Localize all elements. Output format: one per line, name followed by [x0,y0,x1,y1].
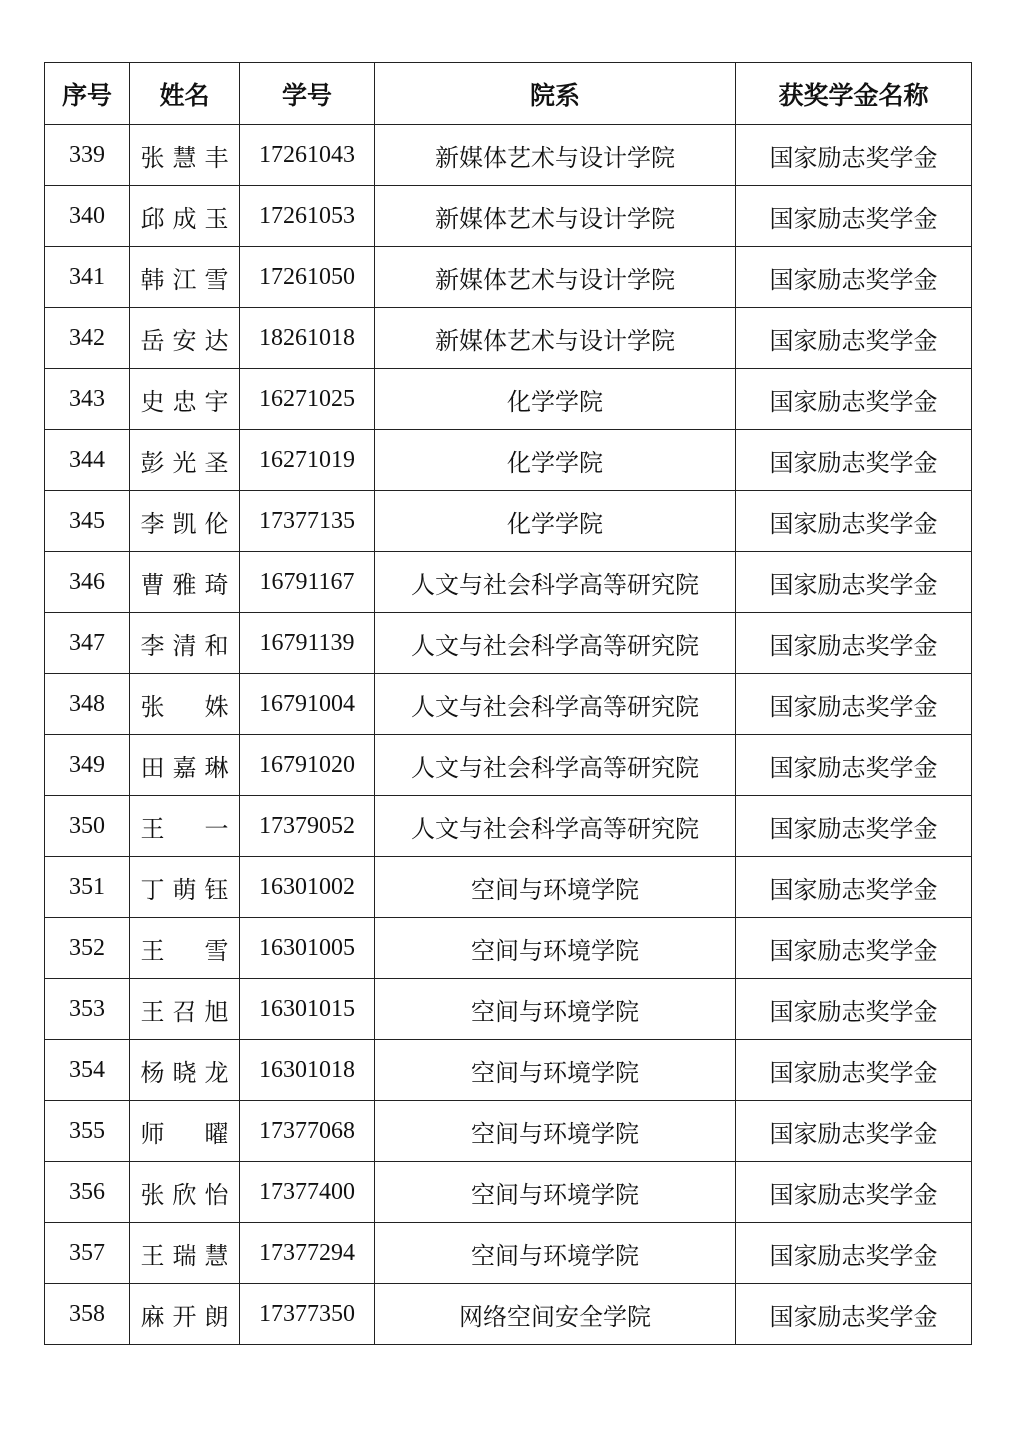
cell-award-name: 国家励志奖学金 [736,430,972,491]
table-row [45,552,972,613]
name-char: 张 [140,692,165,721]
name-char: 王 [140,997,165,1026]
name-char: 丰 [204,143,229,172]
cell-student-id: 17377135 [240,491,375,552]
name-char: 王 [140,814,165,843]
cell-name [130,491,240,552]
name-char: 玉 [204,204,229,233]
name-text [141,809,229,844]
cell-name [130,430,240,491]
name-char: 张 [140,1180,165,1209]
name-text [141,199,229,234]
name-text [141,321,229,356]
cell-serial: 341 [45,247,130,308]
name-char: 彭 [140,448,165,477]
table-row [45,186,972,247]
name-char: 张 [140,143,165,172]
cell-serial: 342 [45,308,130,369]
header-name: 姓名 [130,63,240,125]
cell-serial: 352 [45,918,130,979]
name-char: 慧 [172,143,197,172]
cell-student-id: 17377350 [240,1284,375,1345]
cell-serial: 339 [45,125,130,186]
cell-student-id: 16271019 [240,430,375,491]
cell-name [130,552,240,613]
cell-award-name: 国家励志奖学金 [736,613,972,674]
header-award-name: 获奖学金名称 [736,63,972,125]
cell-award-name: 国家励志奖学金 [736,1223,972,1284]
cell-department: 新媒体艺术与设计学院 [375,308,736,369]
cell-name [130,857,240,918]
cell-student-id: 17261050 [240,247,375,308]
cell-department: 人文与社会科学高等研究院 [375,552,736,613]
cell-award-name: 国家励志奖学金 [736,1101,972,1162]
cell-award-name: 国家励志奖学金 [736,735,972,796]
name-char: 李 [140,631,165,660]
name-text [141,1053,229,1088]
table-row [45,857,972,918]
scholarship-table-page [44,62,971,1345]
name-text [141,443,229,478]
cell-student-id: 16301002 [240,857,375,918]
cell-student-id: 16271025 [240,369,375,430]
cell-student-id: 16301005 [240,918,375,979]
name-char: 怡 [204,1180,229,1209]
cell-department: 人文与社会科学高等研究院 [375,674,736,735]
name-char: 丁 [140,875,165,904]
cell-award-name: 国家励志奖学金 [736,1040,972,1101]
cell-department: 人文与社会科学高等研究院 [375,613,736,674]
name-char: 朗 [204,1302,229,1331]
cell-award-name: 国家励志奖学金 [736,857,972,918]
cell-serial: 343 [45,369,130,430]
table-row [45,1101,972,1162]
cell-student-id: 17377400 [240,1162,375,1223]
header-student-id: 学号 [240,63,375,125]
name-char: 和 [204,631,229,660]
name-char: 麻 [140,1302,165,1331]
table-row [45,1040,972,1101]
cell-serial: 340 [45,186,130,247]
scholarship-table [44,62,972,1345]
header-department: 院系 [375,63,736,125]
name-char: 旭 [204,997,229,1026]
cell-student-id: 16301018 [240,1040,375,1101]
table-row [45,491,972,552]
cell-student-id: 17261053 [240,186,375,247]
name-char: 萌 [172,875,197,904]
name-char: 史 [140,387,165,416]
cell-student-id: 16791020 [240,735,375,796]
cell-department: 空间与环境学院 [375,1223,736,1284]
cell-department: 空间与环境学院 [375,1162,736,1223]
cell-name [130,1223,240,1284]
name-char: 师 [140,1119,165,1148]
cell-department: 人文与社会科学高等研究院 [375,735,736,796]
cell-award-name: 国家励志奖学金 [736,186,972,247]
name-text [141,1114,229,1149]
name-char: 瑞 [172,1241,197,1270]
name-char: 岳 [140,326,165,355]
cell-name [130,735,240,796]
name-text [141,626,229,661]
cell-department: 空间与环境学院 [375,979,736,1040]
cell-name [130,674,240,735]
cell-serial: 355 [45,1101,130,1162]
name-char: 圣 [204,448,229,477]
cell-award-name: 国家励志奖学金 [736,125,972,186]
cell-name [130,1101,240,1162]
name-char: 杨 [140,1058,165,1087]
cell-department: 空间与环境学院 [375,1040,736,1101]
cell-serial: 348 [45,674,130,735]
cell-award-name: 国家励志奖学金 [736,1162,972,1223]
cell-name [130,247,240,308]
cell-name [130,125,240,186]
name-text [141,565,229,600]
name-text [141,992,229,1027]
cell-student-id: 18261018 [240,308,375,369]
name-char: 江 [172,265,197,294]
cell-award-name: 国家励志奖学金 [736,491,972,552]
cell-student-id: 16791139 [240,613,375,674]
cell-student-id: 16301015 [240,979,375,1040]
name-text [141,870,229,905]
name-char: 忠 [172,387,197,416]
name-text [141,687,229,722]
table-row [45,979,972,1040]
cell-student-id: 17377068 [240,1101,375,1162]
cell-award-name: 国家励志奖学金 [736,369,972,430]
cell-department: 空间与环境学院 [375,1101,736,1162]
name-char: 伦 [204,509,229,538]
name-text [141,138,229,173]
cell-serial: 344 [45,430,130,491]
header-serial: 序号 [45,63,130,125]
cell-award-name: 国家励志奖学金 [736,918,972,979]
cell-student-id: 16791167 [240,552,375,613]
header-row [45,63,972,125]
name-char: 召 [172,997,197,1026]
cell-serial: 357 [45,1223,130,1284]
cell-student-id: 16791004 [240,674,375,735]
cell-student-id: 17261043 [240,125,375,186]
name-char: 琦 [204,570,229,599]
table-row [45,613,972,674]
table-row [45,735,972,796]
name-text [141,504,229,539]
cell-student-id: 17379052 [240,796,375,857]
cell-department: 网络空间安全学院 [375,1284,736,1345]
name-char: 雪 [204,936,229,965]
name-text [141,748,229,783]
cell-serial: 354 [45,1040,130,1101]
name-char: 邱 [140,204,165,233]
name-char: 晓 [172,1058,197,1087]
name-char: 曹 [140,570,165,599]
name-char: 韩 [140,265,165,294]
cell-name [130,613,240,674]
cell-name [130,1162,240,1223]
table-row [45,1284,972,1345]
cell-serial: 353 [45,979,130,1040]
name-char: 曜 [204,1119,229,1148]
cell-award-name: 国家励志奖学金 [736,1284,972,1345]
name-char: 宇 [204,387,229,416]
cell-department: 化学学院 [375,491,736,552]
name-char: 欣 [172,1180,197,1209]
name-text [141,1175,229,1210]
cell-serial: 350 [45,796,130,857]
name-char: 安 [172,326,197,355]
name-char: 姝 [204,692,229,721]
cell-department: 空间与环境学院 [375,857,736,918]
name-char: 雪 [204,265,229,294]
name-char: 光 [172,448,197,477]
name-char: 凯 [172,509,197,538]
cell-award-name: 国家励志奖学金 [736,308,972,369]
cell-serial: 358 [45,1284,130,1345]
table-row [45,918,972,979]
cell-name [130,918,240,979]
cell-serial: 356 [45,1162,130,1223]
name-text [141,382,229,417]
name-char: 成 [172,204,197,233]
name-char: 达 [204,326,229,355]
cell-award-name: 国家励志奖学金 [736,552,972,613]
name-char: 琳 [204,753,229,782]
table-row [45,369,972,430]
name-char: 钰 [204,875,229,904]
cell-award-name: 国家励志奖学金 [736,674,972,735]
table-row [45,674,972,735]
name-char: 田 [140,753,165,782]
cell-award-name: 国家励志奖学金 [736,247,972,308]
cell-department: 化学学院 [375,430,736,491]
table-body [45,125,972,1345]
name-char: 清 [172,631,197,660]
cell-department: 新媒体艺术与设计学院 [375,247,736,308]
cell-serial: 349 [45,735,130,796]
name-char: 开 [172,1302,197,1331]
name-char: 龙 [204,1058,229,1087]
cell-serial: 345 [45,491,130,552]
table-row [45,1162,972,1223]
cell-serial: 351 [45,857,130,918]
table-row [45,1223,972,1284]
table-row [45,247,972,308]
table-row [45,796,972,857]
name-char: 慧 [204,1241,229,1270]
cell-department: 空间与环境学院 [375,918,736,979]
cell-student-id: 17377294 [240,1223,375,1284]
name-text [141,1297,229,1332]
name-char: 王 [140,1241,165,1270]
name-text [141,1236,229,1271]
cell-department: 化学学院 [375,369,736,430]
name-char: 嘉 [172,753,197,782]
cell-name [130,308,240,369]
cell-serial: 347 [45,613,130,674]
cell-name [130,1284,240,1345]
cell-award-name: 国家励志奖学金 [736,979,972,1040]
cell-name [130,186,240,247]
cell-department: 新媒体艺术与设计学院 [375,186,736,247]
cell-department: 人文与社会科学高等研究院 [375,796,736,857]
name-text [141,931,229,966]
name-char: 李 [140,509,165,538]
name-text [141,260,229,295]
cell-name [130,796,240,857]
table-row [45,308,972,369]
cell-award-name: 国家励志奖学金 [736,796,972,857]
cell-name [130,979,240,1040]
cell-serial: 346 [45,552,130,613]
table-row [45,430,972,491]
cell-department: 新媒体艺术与设计学院 [375,125,736,186]
cell-name [130,1040,240,1101]
name-char: 一 [204,814,229,843]
name-char: 王 [140,936,165,965]
table-row [45,125,972,186]
cell-name [130,369,240,430]
name-char: 雅 [172,570,197,599]
